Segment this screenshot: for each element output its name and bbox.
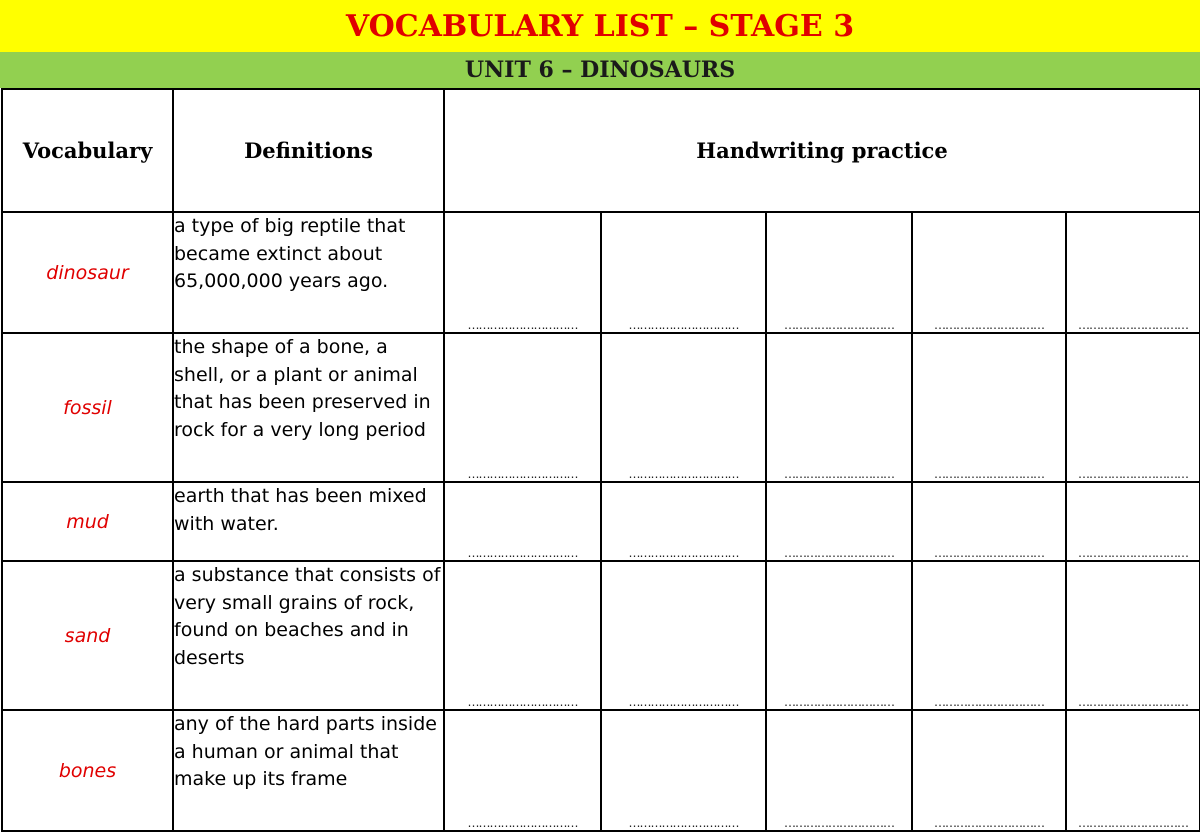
vocabulary-word: fossil [2, 333, 173, 482]
vocabulary-word: mud [2, 482, 173, 561]
practice-line[interactable]: ………………………… [601, 333, 766, 482]
unit-subtitle: UNIT 6 – DINOSAURS [0, 52, 1200, 88]
vocabulary-header: Vocabulary [2, 89, 173, 212]
practice-line[interactable]: ………………………… [444, 212, 601, 333]
definition-text: any of the hard parts inside a human or animal that make up its frame [173, 710, 444, 831]
definition-text: a substance that consists of very small grains of rock, found on beaches and in deserts [173, 561, 444, 710]
handwriting-practice-header: Handwriting practice [444, 89, 1200, 212]
table-row [2, 482, 1200, 561]
practice-line[interactable]: ………………………… [1066, 212, 1200, 333]
practice-line[interactable]: ………………………… [912, 710, 1066, 831]
practice-line[interactable]: ………………………… [1066, 710, 1200, 831]
practice-line[interactable]: ………………………… [912, 333, 1066, 482]
table-row [2, 212, 1200, 333]
definition-text: a type of big reptile that became extinct about 65,000,000 years ago. [173, 212, 444, 333]
vocabulary-word: sand [2, 561, 173, 710]
vocabulary-table [1, 88, 1200, 832]
practice-line[interactable]: ………………………… [601, 710, 766, 831]
practice-line[interactable]: ………………………… [1066, 561, 1200, 710]
table-row [2, 710, 1200, 831]
practice-line[interactable]: ………………………… [912, 212, 1066, 333]
practice-line[interactable]: ………………………… [601, 212, 766, 333]
practice-line[interactable]: ………………………… [766, 333, 912, 482]
vocabulary-word: bones [2, 710, 173, 831]
definition-text: earth that has been mixed with water. [173, 482, 444, 561]
practice-line[interactable]: ………………………… [766, 710, 912, 831]
practice-line[interactable]: ………………………… [912, 561, 1066, 710]
practice-line[interactable]: ………………………… [601, 561, 766, 710]
practice-line[interactable]: ………………………… [1066, 333, 1200, 482]
practice-line[interactable]: ………………………… [1066, 482, 1200, 561]
page-title: VOCABULARY LIST – STAGE 3 [0, 0, 1200, 52]
practice-line[interactable]: ………………………… [601, 482, 766, 561]
header-row [2, 89, 1200, 212]
practice-line[interactable]: ………………………… [444, 482, 601, 561]
definitions-header: Definitions [173, 89, 444, 212]
practice-line[interactable]: ………………………… [766, 482, 912, 561]
definition-text: the shape of a bone, a shell, or a plant or animal that has been preserved in rock for a very long period [173, 333, 444, 482]
practice-line[interactable]: ………………………… [766, 561, 912, 710]
table-row [2, 333, 1200, 482]
vocabulary-word: dinosaur [2, 212, 173, 333]
practice-line[interactable]: ………………………… [766, 212, 912, 333]
practice-line[interactable]: ………………………… [912, 482, 1066, 561]
practice-line[interactable]: ………………………… [444, 333, 601, 482]
practice-line[interactable]: ………………………… [444, 710, 601, 831]
practice-line[interactable]: ………………………… [444, 561, 601, 710]
table-row [2, 561, 1200, 710]
